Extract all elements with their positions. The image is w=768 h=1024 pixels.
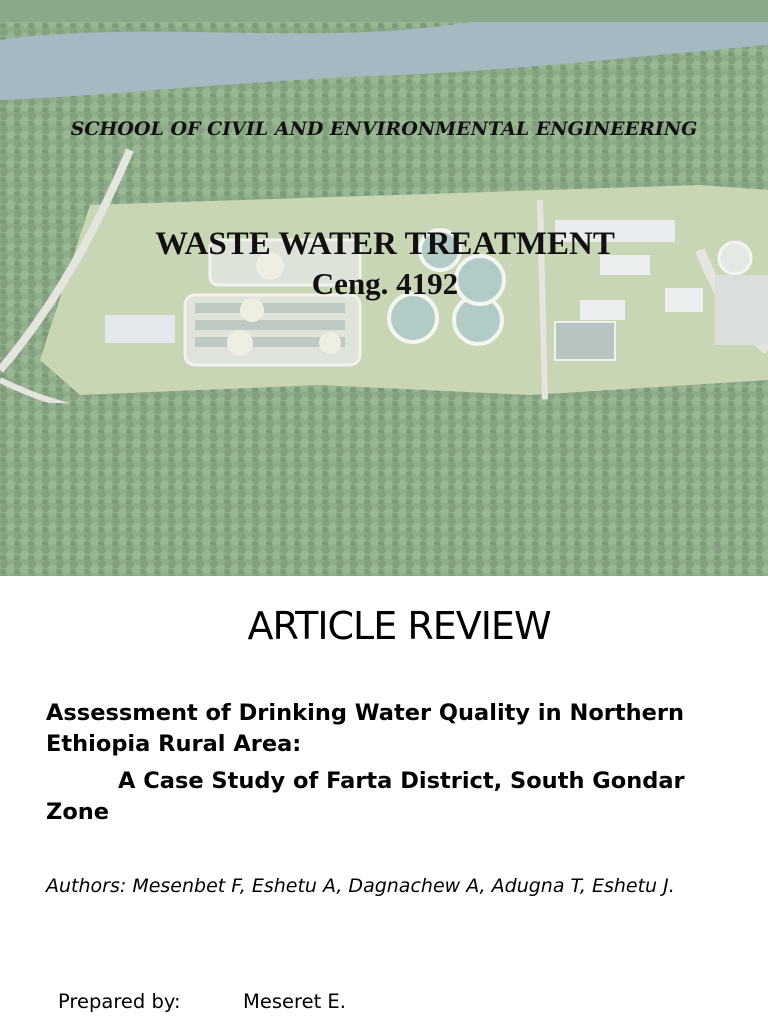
slide-number: 1	[713, 543, 719, 553]
page-heading	[0, 604, 768, 648]
prepared-by	[58, 990, 346, 1013]
course-title: WASTE WATER TREATMENT	[155, 226, 615, 262]
prepared-label: Prepared by:	[58, 990, 181, 1013]
authors	[46, 871, 736, 902]
article-title-line2: A Case Study of Farta District, South Gondar Zone	[46, 768, 685, 825]
heading-text: ARTICLE REVIEW	[247, 604, 551, 648]
article-title	[46, 698, 736, 828]
authors-list: Mesenbet F, Eshetu A, Dagnachew A, Adugna T, Eshetu J.	[132, 875, 675, 897]
course-code: Ceng. 4192	[311, 266, 459, 301]
article-title-line1: Assessment of Drinking Water Quality in Northern Ethiopia Rural Area:	[46, 700, 685, 757]
school-name: SCHOOL OF CIVIL AND ENVIRONMENTAL ENGINEERING	[70, 118, 698, 140]
prepared-name: Meseret E.	[243, 990, 346, 1013]
authors-label: Authors:	[46, 875, 127, 897]
